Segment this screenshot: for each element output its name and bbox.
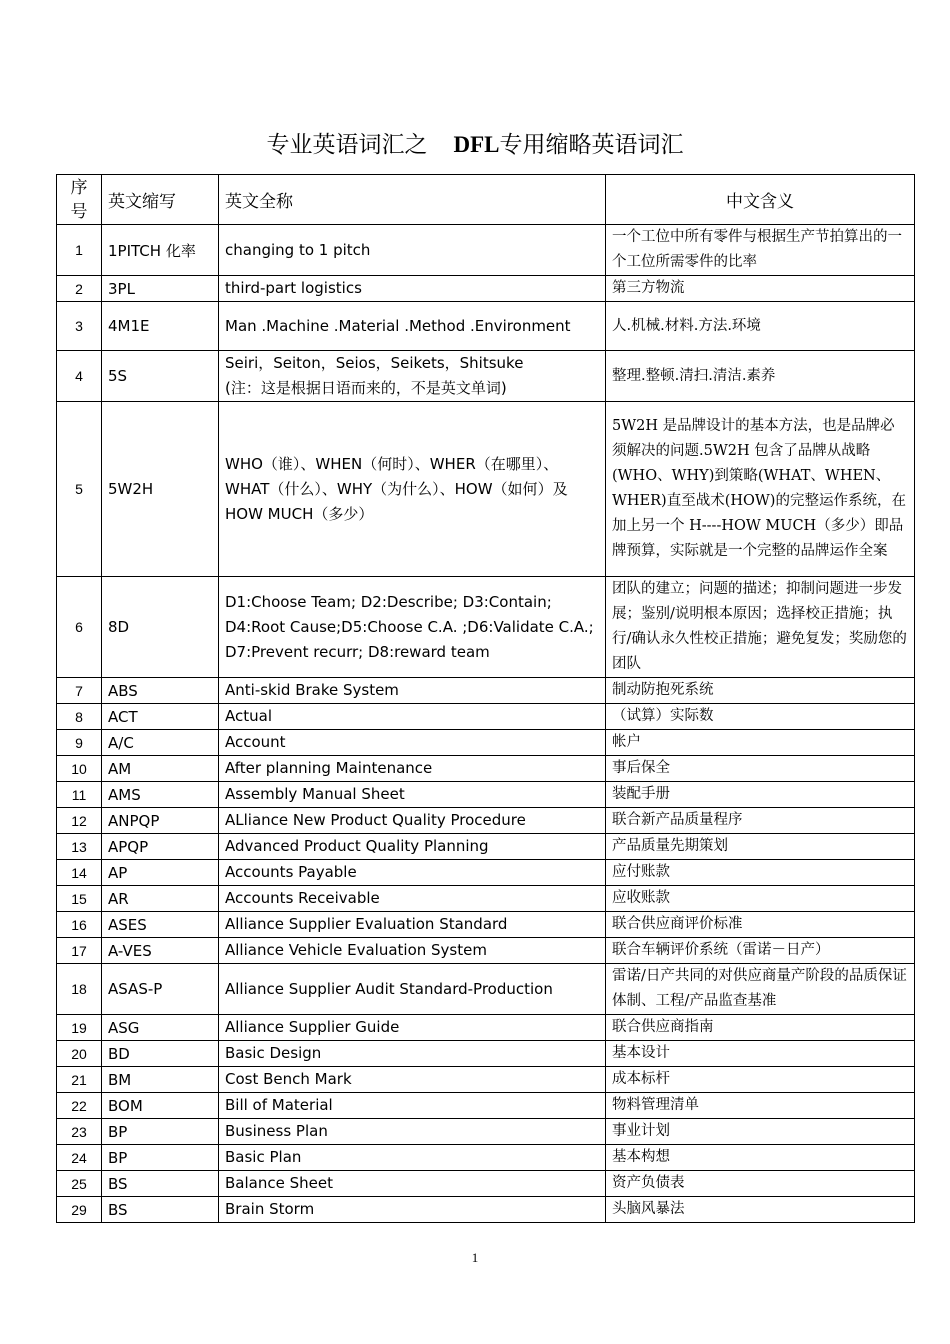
page-number: 1: [471, 1250, 479, 1265]
row-chinese-meaning: 雷诺/日产共同的对供应商量产阶段的品质保证体制、工程/产品监查基准: [606, 964, 915, 1015]
row-full-name: Accounts Payable: [219, 860, 606, 886]
row-full-name: Account: [219, 730, 606, 756]
row-number: 8: [57, 704, 102, 730]
row-chinese-meaning: 联合供应商指南: [606, 1015, 915, 1041]
table-row: [57, 1041, 915, 1067]
table-row: [57, 1171, 915, 1197]
row-full-name: Seiri，Seiton，Seios，Seikets，Shitsuke (注：这是根据日语而来的，不是英文单词): [219, 351, 606, 402]
row-chinese-meaning: 团队的建立；问题的描述；抑制问题进一步发展；鉴别/说明根本原因；选择校正措施；执行/确认永久性校正措施；避免复发；奖励您的团队: [606, 577, 915, 678]
row-full-name: Alliance Vehicle Evaluation System: [219, 938, 606, 964]
row-abbreviation: 5S: [102, 351, 219, 402]
row-chinese-meaning: 资产负债表: [606, 1171, 915, 1197]
row-abbreviation: BD: [102, 1041, 219, 1067]
row-abbreviation: ANPQP: [102, 808, 219, 834]
table-row: [57, 1067, 915, 1093]
row-abbreviation: AM: [102, 756, 219, 782]
row-chinese-meaning: 联合供应商评价标准: [606, 912, 915, 938]
title-abbr: DFL: [453, 132, 500, 157]
row-abbreviation: APQP: [102, 834, 219, 860]
row-full-name: Basic Design: [219, 1041, 606, 1067]
table-row: [57, 302, 915, 351]
row-number: 19: [57, 1015, 102, 1041]
row-abbreviation: 1PITCH 化率: [102, 225, 219, 276]
title-prefix: 专业英语词汇之: [266, 132, 428, 158]
row-full-name: third-part logistics: [219, 276, 606, 302]
row-number: 2: [57, 276, 102, 302]
table-row: [57, 225, 915, 276]
row-full-name: Accounts Receivable: [219, 886, 606, 912]
row-full-name: Advanced Product Quality Planning: [219, 834, 606, 860]
row-chinese-meaning: 第三方物流: [606, 276, 915, 302]
row-abbreviation: BP: [102, 1145, 219, 1171]
table-body: [57, 225, 915, 1223]
header-zh: 中文含义: [606, 175, 915, 225]
table-row: [57, 1015, 915, 1041]
row-number: 16: [57, 912, 102, 938]
table-row: [57, 860, 915, 886]
table-row: [57, 704, 915, 730]
row-abbreviation: 3PL: [102, 276, 219, 302]
row-full-name: changing to 1 pitch: [219, 225, 606, 276]
row-chinese-meaning: 事业计划: [606, 1119, 915, 1145]
table-row: [57, 577, 915, 678]
header-no: 序 号: [57, 175, 102, 225]
row-abbreviation: ASG: [102, 1015, 219, 1041]
row-number: 13: [57, 834, 102, 860]
header-full: 英文全称: [219, 175, 606, 225]
row-chinese-meaning: 事后保全: [606, 756, 915, 782]
row-chinese-meaning: 制动防抱死系统: [606, 678, 915, 704]
row-full-name: Bill of Material: [219, 1093, 606, 1119]
row-chinese-meaning: 整理.整顿.清扫.清洁.素养: [606, 351, 915, 402]
table-row: [57, 834, 915, 860]
row-full-name: After planning Maintenance: [219, 756, 606, 782]
table-row: [57, 756, 915, 782]
row-number: 24: [57, 1145, 102, 1171]
row-number: 21: [57, 1067, 102, 1093]
row-number: 17: [57, 938, 102, 964]
row-abbreviation: ASAS-P: [102, 964, 219, 1015]
row-abbreviation: BS: [102, 1197, 219, 1223]
row-full-name: Assembly Manual Sheet: [219, 782, 606, 808]
row-full-name: Anti-skid Brake System: [219, 678, 606, 704]
table-row: [57, 402, 915, 577]
row-abbreviation: BS: [102, 1171, 219, 1197]
row-full-name: Man .Machine .Material .Method .Environment: [219, 302, 606, 351]
table-row: [57, 782, 915, 808]
row-number: 29: [57, 1197, 102, 1223]
row-number: 9: [57, 730, 102, 756]
glossary-table: [56, 174, 915, 1223]
row-number: 15: [57, 886, 102, 912]
table-row: [57, 1197, 915, 1223]
row-chinese-meaning: 联合车辆评价系统（雷诺－日产）: [606, 938, 915, 964]
row-abbreviation: A-VES: [102, 938, 219, 964]
header-abbr: 英文缩写: [102, 175, 219, 225]
row-full-name: Brain Storm: [219, 1197, 606, 1223]
table-row: [57, 276, 915, 302]
row-abbreviation: ACT: [102, 704, 219, 730]
table-row: [57, 1145, 915, 1171]
row-full-name: WHO（谁）、WHEN（何时）、WHER（在哪里）、WHAT（什么）、WHY（为什么）、HOW（如何）及 HOW MUCH（多少）: [219, 402, 606, 577]
row-abbreviation: BOM: [102, 1093, 219, 1119]
row-full-name: Alliance Supplier Guide: [219, 1015, 606, 1041]
row-full-name: Balance Sheet: [219, 1171, 606, 1197]
row-chinese-meaning: 基本设计: [606, 1041, 915, 1067]
row-chinese-meaning: 5W2H 是品牌设计的基本方法，也是品牌必须解决的问题.5W2H 包含了品牌从战略(WHO、WHY)到策略(WHAT、WHEN、WHER)直至战术(HOW)的完整运作系统，在加上另一个 H----HOW MUCH（多少）即品牌预算，实际就是一个完整的品牌运作全案: [606, 402, 915, 577]
row-number: 10: [57, 756, 102, 782]
table-row: [57, 912, 915, 938]
row-full-name: Actual: [219, 704, 606, 730]
table-header-row: [57, 175, 915, 225]
row-abbreviation: BP: [102, 1119, 219, 1145]
row-abbreviation: AMS: [102, 782, 219, 808]
row-number: 7: [57, 678, 102, 704]
row-chinese-meaning: 头脑风暴法: [606, 1197, 915, 1223]
row-full-name: Basic Plan: [219, 1145, 606, 1171]
row-chinese-meaning: 成本标杆: [606, 1067, 915, 1093]
row-number: 20: [57, 1041, 102, 1067]
row-abbreviation: AR: [102, 886, 219, 912]
row-full-name: ALliance New Product Quality Procedure: [219, 808, 606, 834]
document-title: [0, 126, 950, 159]
row-number: 1: [57, 225, 102, 276]
row-abbreviation: 8D: [102, 577, 219, 678]
row-number: 11: [57, 782, 102, 808]
row-number: 3: [57, 302, 102, 351]
row-number: 25: [57, 1171, 102, 1197]
row-number: 23: [57, 1119, 102, 1145]
row-abbreviation: AP: [102, 860, 219, 886]
row-chinese-meaning: 帐户: [606, 730, 915, 756]
table-row: [57, 938, 915, 964]
row-number: 5: [57, 402, 102, 577]
row-full-name: Business Plan: [219, 1119, 606, 1145]
row-chinese-meaning: 装配手册: [606, 782, 915, 808]
row-chinese-meaning: 联合新产品质量程序: [606, 808, 915, 834]
row-number: 14: [57, 860, 102, 886]
row-number: 22: [57, 1093, 102, 1119]
row-chinese-meaning: （试算）实际数: [606, 704, 915, 730]
row-number: 6: [57, 577, 102, 678]
row-full-name: Alliance Supplier Audit Standard-Production: [219, 964, 606, 1015]
table-row: [57, 730, 915, 756]
row-full-name: Alliance Supplier Evaluation Standard: [219, 912, 606, 938]
row-number: 4: [57, 351, 102, 402]
row-abbreviation: 4M1E: [102, 302, 219, 351]
row-chinese-meaning: 应付账款: [606, 860, 915, 886]
row-number: 18: [57, 964, 102, 1015]
row-chinese-meaning: 人.机械.材料.方法.环境: [606, 302, 915, 351]
table-row: [57, 808, 915, 834]
row-chinese-meaning: 产品质量先期策划: [606, 834, 915, 860]
row-abbreviation: BM: [102, 1067, 219, 1093]
row-number: 12: [57, 808, 102, 834]
row-abbreviation: A/C: [102, 730, 219, 756]
row-abbreviation: ASES: [102, 912, 219, 938]
row-chinese-meaning: 一个工位中所有零件与根据生产节拍算出的一个工位所需零件的比率: [606, 225, 915, 276]
table-row: [57, 351, 915, 402]
table-row: [57, 1093, 915, 1119]
row-full-name: D1:Choose Team; D2:Describe; D3:Contain; D4:Root Cause;D5:Choose C.A. ;D6:Validate C.A.; D7:Prevent recurr; D8:reward team: [219, 577, 606, 678]
row-chinese-meaning: 物料管理清单: [606, 1093, 915, 1119]
table-row: [57, 1119, 915, 1145]
table-row: [57, 964, 915, 1015]
table-row: [57, 886, 915, 912]
row-abbreviation: ABS: [102, 678, 219, 704]
row-chinese-meaning: 应收账款: [606, 886, 915, 912]
row-abbreviation: 5W2H: [102, 402, 219, 577]
row-chinese-meaning: 基本构想: [606, 1145, 915, 1171]
table-row: [57, 678, 915, 704]
row-full-name: Cost Bench Mark: [219, 1067, 606, 1093]
title-suffix: 专用缩略英语词汇: [499, 132, 684, 158]
